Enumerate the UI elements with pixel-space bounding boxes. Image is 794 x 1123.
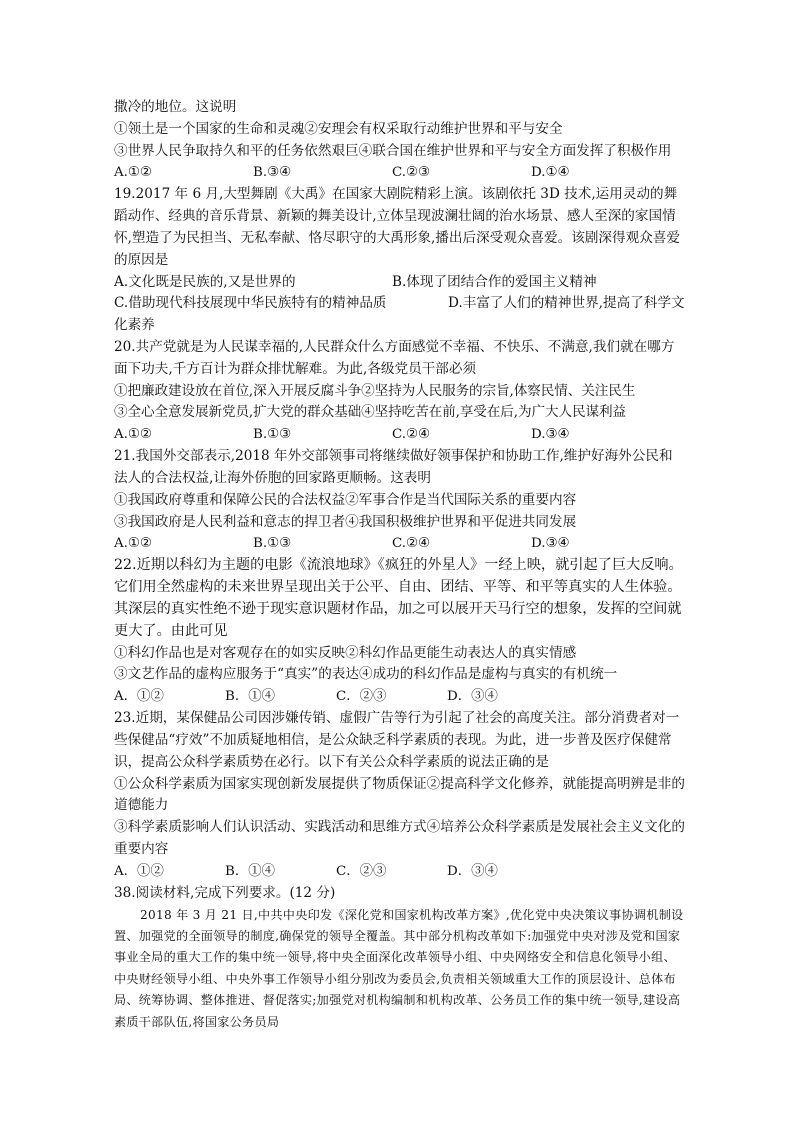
q18-option-d[interactable]: D.①④	[531, 165, 570, 181]
q18-statement-1: ①领土是一个国家的生命和灵魂②安理会有权采取行动维护世界和平与安全	[114, 120, 563, 137]
q18-option-a[interactable]: A.①②	[114, 165, 152, 181]
q21-option-a[interactable]: A.①②	[114, 536, 152, 552]
q23-stem: 23.近期，某保健品公司因涉嫌传销、虚假广告等行为引起了社会的高度关注。部分消费者对一些保健品“疗效”不加质疑地相信，是公众缺乏科学素质的表现。为此，进一步普及医疗保健常识，提高公众科学素质势在必行。以下有关公众科学素质的说法正确的是	[114, 710, 680, 770]
q21-option-d[interactable]: D.③④	[531, 536, 570, 552]
q38-material: 2018 年 3 月 21 日,中共中央印发《深化党和国家机构改革方案》,优化党中央决策议事协调机制设置、加强党的全面领导的制度,确保党的领导全覆盖。其中部分机构改革如下:加强党中央对涉及党和国家事业全局的重大工作的集中统一领导,将中央全面深化改革领导小组、中央网络安全和信息化领导小组、中央财经领导小组、中央外事工作领导小组分别改为委员会,负责相关领域重大工作的顶层设计、总体布局、统筹协调、整体推进、督促落实;加强党对机构编制和机构改革、公务员工作的集中统一领导,建设高素质干部队伍,将国家公务员局	[114, 907, 684, 1029]
q21-option-c[interactable]: C.②④	[392, 536, 431, 552]
q23-option-b[interactable]: B．①④	[225, 863, 276, 879]
q20-stem: 20.共产党就是为人民谋幸福的,人民群众什么方面感觉不幸福、不快乐、不满意,我们就在哪方面下功夫,千方百计为群众排忧解难。为此,各级党员干部必须	[114, 338, 675, 377]
q18-option-b[interactable]: B.③④	[253, 165, 292, 181]
q22-statement-1: ①科幻作品也是对客观存在的如实反映②科幻作品更能生动表达人的真实情感	[114, 644, 577, 661]
page-content	[114, 97, 686, 1033]
q23-options	[114, 861, 686, 883]
q22-option-c[interactable]: C．②③	[336, 689, 387, 705]
q38-stem: 38.阅读材料,完成下列要求。(12 分)	[114, 884, 336, 901]
q21-statement-1: ①我国政府尊重和保障公民的合法权益②军事合作是当代国际关系的重要内容	[114, 491, 577, 508]
q18-statement-2: ③世界人民争取持久和平的任务依然艰巨④联合国在维护世界和平与安全方面发挥了积极作用	[114, 142, 672, 159]
q20-statement-1: ①把廉政建设放在首位,深入开展反腐斗争②坚持为人民服务的宗旨,体察民情、关注民生	[114, 382, 636, 399]
q20-options	[114, 424, 686, 446]
q23-option-d[interactable]: D．③④	[447, 863, 498, 879]
q22-statement-2: ③文艺作品的虚构应服务于“真实”的表达④成功的科幻作品是虚构与真实的有机统一	[114, 666, 618, 683]
q19-option-a[interactable]: A.文化既是民族的,又是世界的	[114, 273, 296, 290]
q19-stem: 19.2017 年 6 月,大型舞剧《大禹》在国家大剧院精彩上演。该剧依托 3D 技术,运用灵动的舞蹈动作、经典的音乐背景、新颖的舞美设计,立体呈现波澜壮阔的治水场景、感人至深的家国情怀,塑造了为民担当、无私奉献、恪尽职守的大禹形象,播出后深受观众喜爱。该剧深得观众喜爱的原因是	[114, 186, 680, 268]
q19-option-c[interactable]: C.借助现代科技展现中华民族特有的精神品质	[114, 295, 387, 312]
q22-options	[114, 686, 686, 708]
q19-option-d[interactable]: D.丰富了人们的精神世界,提高了科学文化素养	[114, 295, 685, 334]
q19-option-b[interactable]: B.体现了团结合作的爱国主义精神	[392, 273, 597, 290]
q21-options	[114, 533, 686, 555]
q23-statement-2: ③科学素质影响人们认识活动、实践活动和思维方式④培养公众科学素质是发展社会主义文化的重要内容	[114, 819, 685, 857]
q22-option-a[interactable]: A．①②	[114, 689, 164, 705]
q20-option-c[interactable]: C.②④	[392, 427, 431, 443]
q21-statement-2: ③我国政府是人民利益和意志的捍卫者④我国积极维护世界和平促进共同发展	[114, 513, 577, 530]
q20-option-a[interactable]: A.①②	[114, 427, 152, 443]
q18-stem-tail: 撒冷的地位。这说明	[114, 99, 237, 115]
q22-option-d[interactable]: D．③④	[447, 689, 498, 705]
q21-option-b[interactable]: B.①③	[253, 536, 292, 552]
q23-option-a[interactable]: A．①②	[114, 863, 164, 879]
q19-options-row-2	[114, 293, 686, 337]
q18-options	[114, 162, 686, 184]
q23-option-c[interactable]: C．②③	[336, 863, 387, 879]
q22-option-b[interactable]: B．①④	[225, 689, 276, 705]
q23-statement-1: ①公众科学素质为国家实现创新发展提供了物质保证②提高科学文化修养，就能提高明辨是非的道德能力	[114, 775, 685, 814]
q20-statement-2: ③全心全意发展新党员,扩大党的群众基础④坚持吃苦在前,享受在后,为广大人民谋利益	[114, 404, 626, 421]
q22-stem: 22.近期以科幻为主题的电影《流浪地球》《疯狂的外星人》一经上映，就引起了巨大反响。它们用全然虚构的未来世界呈现出关于公平、自由、团结、平等、和平等真实的人生体验。其深层的真实性绝不逊于现实意识题材作品，加之可以展开天马行空的想象，发挥的空间就更大了。由此可见	[114, 557, 683, 639]
q19-options-row-1	[114, 272, 686, 294]
q20-option-b[interactable]: B.①③	[253, 427, 292, 443]
q21-stem: 21.我国外交部表示,2018 年外交部领事司将继续做好领事保护和协助工作,维护好海外公民和法人的合法权益,让海外侨胞的回家路更顺畅。这表明	[114, 448, 673, 486]
q18-option-c[interactable]: C.②③	[392, 165, 431, 181]
q20-option-d[interactable]: D.③④	[531, 427, 570, 443]
